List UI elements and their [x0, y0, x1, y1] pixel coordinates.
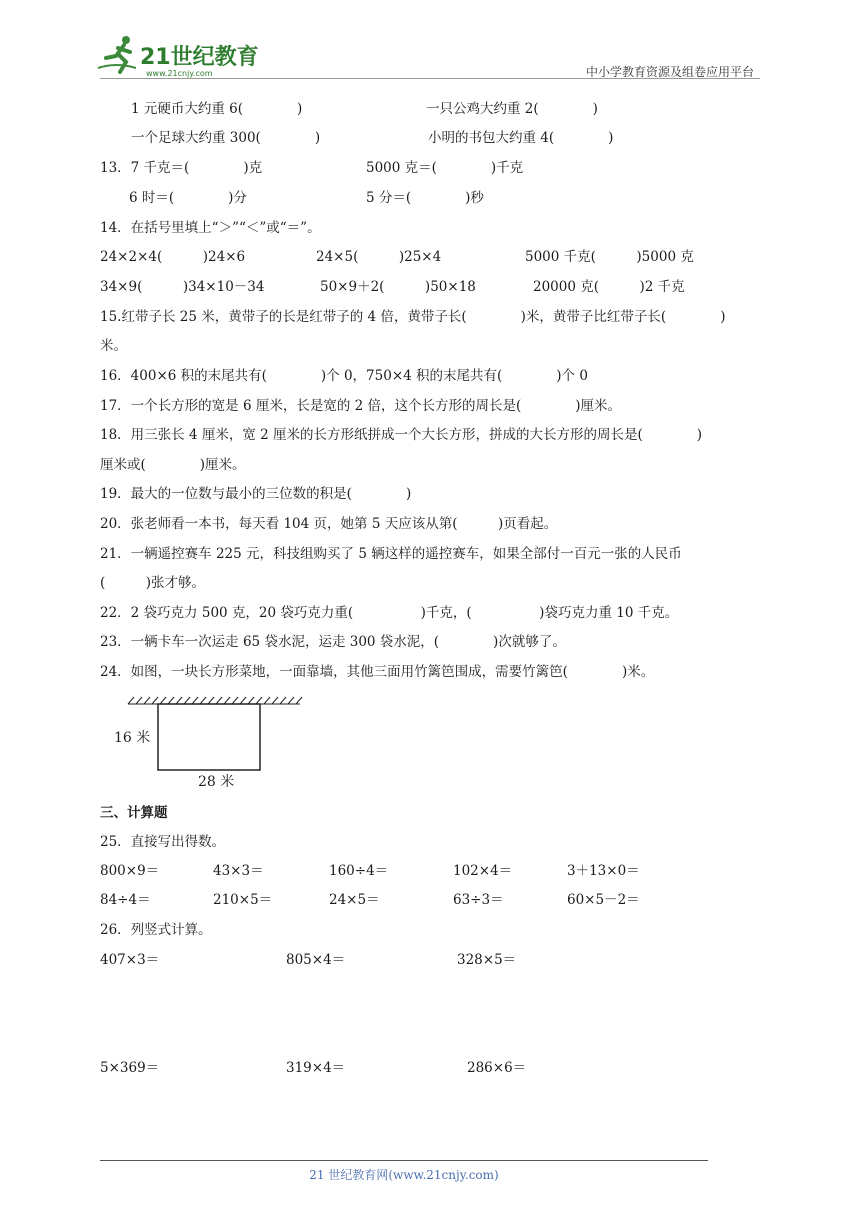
calc-3: 160÷4＝ — [329, 863, 389, 879]
q26-title: 26．列竖式计算。 — [100, 922, 212, 938]
calc-5: 3＋13×0＝ — [567, 863, 640, 879]
side-length-label: 16 米 — [114, 730, 151, 746]
q17: 17．一个长方形的宽是 6 厘米，长是宽的 2 倍，这个长方形的周长是( )厘米。 — [100, 398, 622, 414]
q14-c: 5000 千克( )5000 克 — [525, 249, 694, 265]
q13-c: 6 时＝( )分 — [129, 190, 247, 206]
section-3-title: 三、计算题 — [100, 805, 168, 821]
q25-title: 25．直接写出得数。 — [100, 834, 226, 850]
vertical-calc-1: 407×3＝ — [100, 952, 160, 968]
calc-10: 60×5－2＝ — [567, 892, 640, 908]
q22: 22．2 袋巧克力 500 克，20 袋巧克力重( )千克，( )袋巧克力重 10 千克。 — [100, 605, 679, 621]
q12-item-rooster: 一只公鸡大约重 2( ) — [426, 101, 598, 117]
q21-line1: 21．一辆遥控赛车 225 元，科技组购买了 5 辆这样的遥控赛车，如果全部付一百元一张的人民币 — [100, 546, 682, 562]
logo-icon — [96, 34, 266, 78]
q20: 20．张老师看一本书，每天看 104 页，她第 5 天应该从第( )页看起。 — [100, 516, 558, 532]
q15-line1: 15.红带子长 25 米，黄带子的长是红带子的 4 倍，黄带子长( )米，黄带子比红带子长( ) — [100, 309, 726, 325]
q14-b: 24×5( )25×4 — [316, 249, 442, 265]
garden-figure — [110, 694, 310, 794]
calc-7: 210×5＝ — [213, 892, 273, 908]
runner-icon — [98, 36, 136, 72]
q14-e: 50×9＋2( )50×18 — [320, 279, 476, 295]
platform-label: 中小学教育资源及组卷应用平台 — [585, 65, 754, 79]
header-rule — [100, 78, 760, 79]
q14-title: 14．在括号里填上“＞”“＜”或“＝”。 — [100, 220, 321, 236]
logo-subtext: www.21cnjy.com — [146, 69, 213, 78]
q12-item-coin: 1 元硬币大约重 6( ) — [131, 101, 303, 117]
vertical-calc-4: 5×369＝ — [100, 1060, 160, 1076]
vertical-calc-6: 286×6＝ — [467, 1060, 527, 1076]
calc-6: 84÷4＝ — [100, 892, 151, 908]
calc-1: 800×9＝ — [100, 863, 160, 879]
q15-line2: 米。 — [100, 338, 127, 354]
vertical-calc-3: 328×5＝ — [457, 952, 517, 968]
calc-2: 43×3＝ — [213, 863, 264, 879]
q12-item-schoolbag: 小明的书包大约重 4( ) — [428, 130, 614, 146]
calc-9: 63÷3＝ — [453, 892, 504, 908]
q21-line2: ( )张才够。 — [100, 575, 206, 591]
q19: 19．最大的一位数与最小的三位数的积是( ) — [100, 486, 412, 502]
q18-line1: 18．用三张长 4 厘米，宽 2 厘米的长方形纸拼成一个大长方形，拼成的大长方形的周长是( ) — [100, 427, 703, 443]
q14-f: 20000 克( )2 千克 — [533, 279, 685, 295]
q16: 16．400×6 积的末尾共有( )个 0，750×4 积的末尾共有( )个 0 — [100, 368, 588, 384]
footer-rule — [100, 1160, 708, 1161]
q23: 23．一辆卡车一次运走 65 袋水泥，运走 300 袋水泥，( )次就够了。 — [100, 634, 566, 650]
footer-text: 21 世纪教育网(www.21cnjy.com) — [309, 1168, 499, 1182]
q13-a: 13．7 千克＝( )克 — [100, 160, 263, 176]
q24: 24．如图，一块长方形菜地，一面靠墙，其他三面用竹篱笆围成，需要竹篱笆( )米。 — [100, 664, 655, 680]
q14-a: 24×2×4( )24×6 — [100, 249, 246, 265]
logo-text: 21世纪教育 — [140, 45, 259, 70]
calc-8: 24×5＝ — [329, 892, 380, 908]
q12-item-football: 一个足球大约重 300( ) — [131, 130, 321, 146]
calc-4: 102×4＝ — [453, 863, 513, 879]
q14-d: 34×9( )34×10－34 — [100, 279, 265, 295]
vertical-calc-5: 319×4＝ — [286, 1060, 346, 1076]
q18-line2: 厘米或( )厘米。 — [100, 457, 246, 473]
q13-b: 5000 克＝( )千克 — [366, 160, 524, 176]
garden-rect — [158, 704, 260, 770]
vertical-calc-2: 805×4＝ — [286, 952, 346, 968]
wall-hatch — [128, 697, 302, 704]
q13-d: 5 分＝( )秒 — [366, 190, 484, 206]
bottom-length-label: 28 米 — [198, 774, 235, 790]
